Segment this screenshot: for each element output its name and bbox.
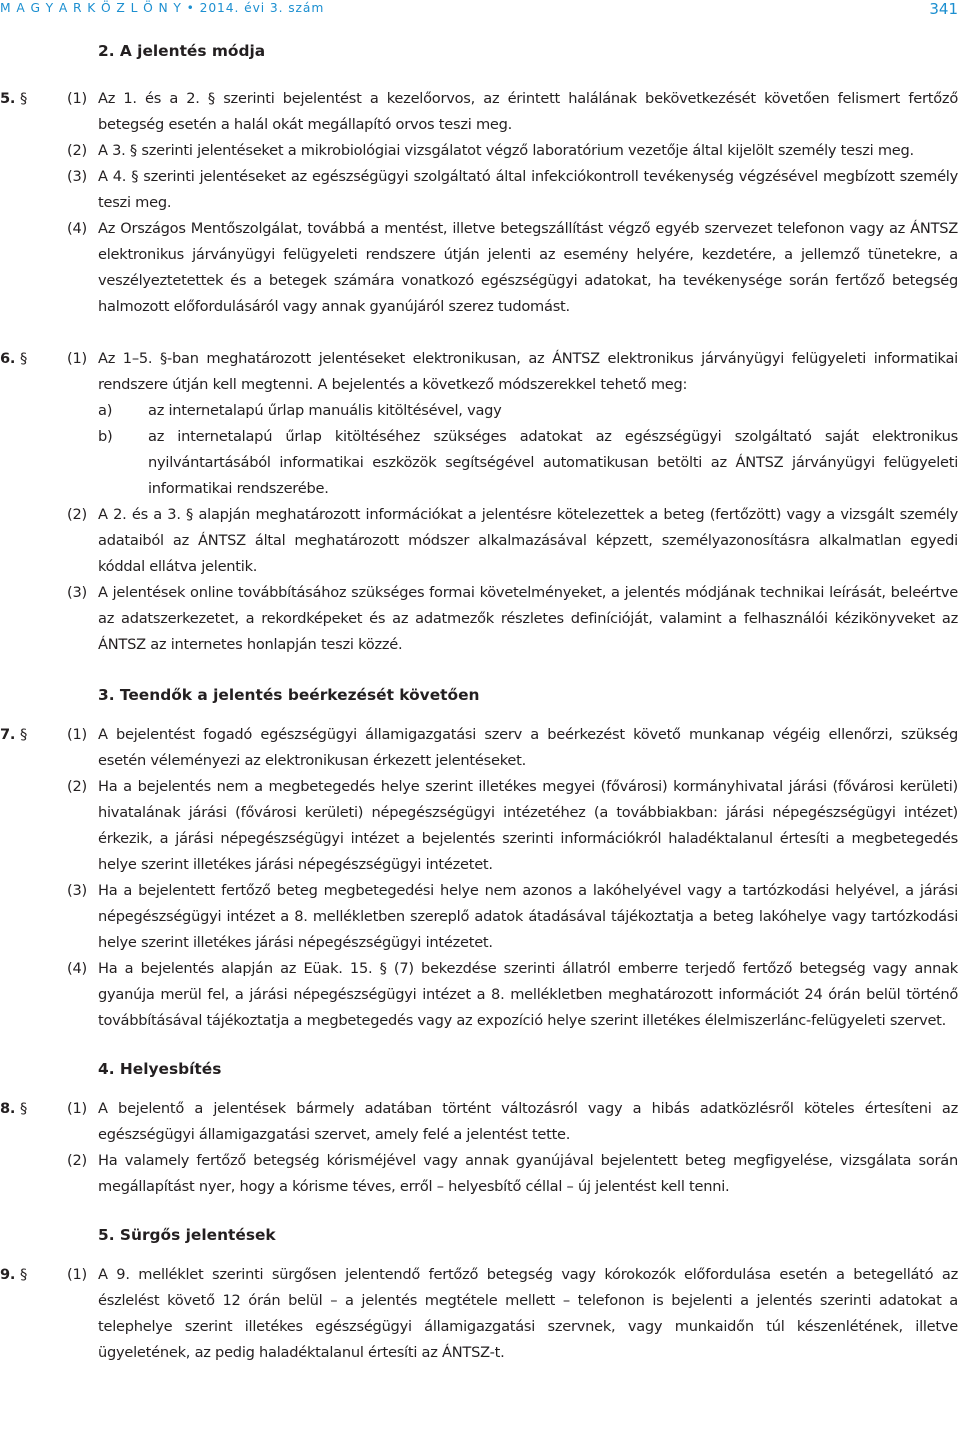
subsection-label: (1) [67, 1100, 87, 1117]
paragraph-7 [0, 722, 960, 1034]
list-item-text: az internetalapú űrlap manuális kitöltésével, vagy [148, 402, 502, 419]
subsection [0, 956, 960, 1034]
subsection-text: Ha valamely fertőző betegség kórisméjével vagy annak gyanújával bejelentett beteg megfigyelése, vizsgálata során megállapítást nyer, hogy a kórisme téves, erről – helyesbítő céllal – új jelentést kell tenni. [98, 1152, 958, 1195]
subsection-label: (1) [67, 90, 87, 107]
list-item [0, 398, 960, 424]
subsection-label: (4) [67, 960, 87, 977]
subsection [0, 580, 960, 658]
subsection-text: Az 1. és a 2. § szerinti bejelentést a kezelőorvos, az érintett halálának bekövetkezését követően felismert fertőző betegség esetén a halál okát megállapító orvos teszi meg. [98, 90, 958, 133]
subsection [0, 878, 960, 956]
subsection-label: (4) [67, 220, 87, 237]
subsection-text: Ha a bejelentés alapján az Eüak. 15. § (7) bekezdése szerinti állatról emberre terjedő fertőző betegség vagy annak gyanúja merül fel, a járási népegészségügyi intézet a 8. mellékletben meghatározott információt 24 órán belül történő továbbításával tájékoztatja a megbetegedés vagy az expozíció helye szerint illetékes élelmiszerlánc-felügyeleti szervet. [98, 960, 958, 1029]
paragraph-number: 8. [0, 1100, 16, 1117]
subsection-label: (2) [67, 778, 87, 795]
subsection-label: (3) [67, 168, 87, 185]
subsection-text: A bejelentő a jelentések bármely adatában történt változásról vagy a hibás adatközlésről köteles értesíteni az egészségügyi államigazgatási szervet, amely felé a jelentést tette. [98, 1100, 958, 1143]
paragraph-number: 5. [0, 90, 16, 107]
list-item [0, 424, 960, 502]
subsection-label: (3) [67, 584, 87, 601]
subsection [0, 346, 960, 398]
subsection-text: Az 1–5. §-ban meghatározott jelentéseket elektronikusan, az ÁNTSZ elektronikus járványügyi felügyeleti informatikai rendszere útján kell megtenni. A bejelentés a következő módszerekkel tehető meg: [98, 350, 958, 393]
paragraph-6 [0, 346, 960, 658]
page-number: 341 [929, 0, 958, 18]
list-item-label: a) [98, 402, 113, 419]
subsection-text: A 2. és a 3. § alapján meghatározott információkat a jelentésre kötelezettek a beteg (fertőzött) vagy a vizsgált személy adataiból az ÁNTSZ által meghatározott módszer alkalmazásával képzett, személyazonosításra alkalmatlan egyedi kóddal ellátva jelentik. [98, 506, 958, 575]
subsection-text: Ha a bejelentett fertőző beteg megbetegedési helye nem azonos a lakóhelyével vagy a tartózkodási helyével, a járási népegészségügyi intézet a 8. mellékletben szereplő adatok átadásával tájékoztatja a beteg lakóhelye vagy tartózkodási helye szerint illetékes járási népegészségügyi intézetet. [98, 882, 958, 951]
paragraph-9 [0, 1262, 960, 1366]
list-item-text: az internetalapú űrlap kitöltéséhez szükséges adatokat az egészségügyi szolgáltató saját elektronikus nyilvántartásából informatikai eszközök segítségével automatikusan betölti az ÁNTSZ járványügyi felügyeleti informatikai rendszerébe. [148, 428, 958, 497]
paragraph-number: 7. [0, 726, 16, 743]
journal-title: M A G Y A R K Ö Z L Ö N Y • 2014. évi 3. szám [0, 1, 325, 15]
section-heading: 3. Teendők a jelentés beérkezését követően [98, 686, 480, 704]
paragraph-5 [0, 86, 960, 320]
paragraph-number: 6. [0, 350, 16, 367]
document-body [0, 28, 960, 1366]
subsection [0, 1096, 960, 1148]
subsection-label: (2) [67, 506, 87, 523]
subsection [0, 1262, 960, 1366]
subsection-text: A 4. § szerinti jelentéseket az egészségügyi szolgáltató által infekciókontroll tevékenység végzésével megbízott személy teszi meg. [98, 168, 958, 211]
subsection-text: Az Országos Mentőszolgálat, továbbá a mentést, illetve betegszállítást végző egyéb szervezet telefonon vagy az ÁNTSZ elektronikus járványügyi felügyeleti rendszere útján jelenti az esemény helyére, kezdetére, a jellemző tünetekre, a veszélyeztetettek és a betegek számára vonatkozó egészségügyi adatokat, ha tevékenysége során fertőző betegség halmozott előfordulásáról vagy annak gyanújáról szerez tudomást. [98, 220, 958, 315]
running-header [0, 0, 960, 20]
subsection [0, 138, 960, 164]
list-item-label: b) [98, 428, 113, 445]
subsection [0, 86, 960, 138]
subsection-label: (1) [67, 726, 87, 743]
subsection [0, 1148, 960, 1200]
subsection-text: A bejelentést fogadó egészségügyi államigazgatási szerv a beérkezést követő munkanap végéig ellenőrzi, szükség esetén véleményezi az elektronikusan érkezett jelentéseket. [98, 726, 958, 769]
subsection [0, 216, 960, 320]
section-heading: 4. Helyesbítés [98, 1060, 222, 1078]
subsection-label: (2) [67, 1152, 87, 1169]
subsection [0, 722, 960, 774]
subsection [0, 774, 960, 878]
subsection-text: A 3. § szerinti jelentéseket a mikrobiológiai vizsgálatot végző laboratórium vezetője által kijelölt személy teszi meg. [98, 142, 914, 159]
section-sign: § [20, 1100, 28, 1117]
subsection [0, 164, 960, 216]
paragraph-8 [0, 1096, 960, 1200]
section-heading: 5. Sürgős jelentések [98, 1226, 276, 1244]
paragraph-number: 9. [0, 1266, 16, 1283]
subsection [0, 502, 960, 580]
section-sign: § [20, 90, 28, 107]
subsection-label: (1) [67, 350, 87, 367]
subsection-text: A 9. melléklet szerinti sürgősen jelentendő fertőző betegség vagy kórokozók előfordulása esetén a betegellátó az észlelést követő 12 órán belül – a jelentés megtétele mellett – telefonon is bejelenti a jelentés szerinti adatokat a telephelye szerint illetékes egészségügyi államigazgatási szervnek, vagy munkaidőn túl készenlétének, illetve ügyeletének, az pedig haladéktalanul értesíti az ÁNTSZ-t. [98, 1266, 958, 1361]
section-heading: 2. A jelentés módja [98, 42, 266, 60]
section-sign: § [20, 726, 28, 743]
subsection-text: A jelentések online továbbításához szükséges formai követelményeket, a jelentés módjának technikai leírását, beleértve az adatszerkezetet, a rekordképeket és az adatmezők részletes definícióját, valamint a felhasználói kézikönyveket az ÁNTSZ az internetes honlapján teszi közzé. [98, 584, 958, 653]
subsection-label: (3) [67, 882, 87, 899]
subsection-text: Ha a bejelentés nem a megbetegedés helye szerint illetékes megyei (fővárosi) kormányhivatal járási (fővárosi kerületi) hivatalának járási (fővárosi kerületi) népegészségügyi intézetéhez (a továbbiakban: járási népegészségügyi intézet) érkezik, a járási népegészségügyi intézet a bejelentés szerinti információkról haladéktalanul értesíti a megbetegedés helye szerint illetékes járási népegészségügyi intézetet. [98, 778, 958, 873]
section-sign: § [20, 1266, 28, 1283]
section-sign: § [20, 350, 28, 367]
subsection-label: (2) [67, 142, 87, 159]
subsection-label: (1) [67, 1266, 87, 1283]
